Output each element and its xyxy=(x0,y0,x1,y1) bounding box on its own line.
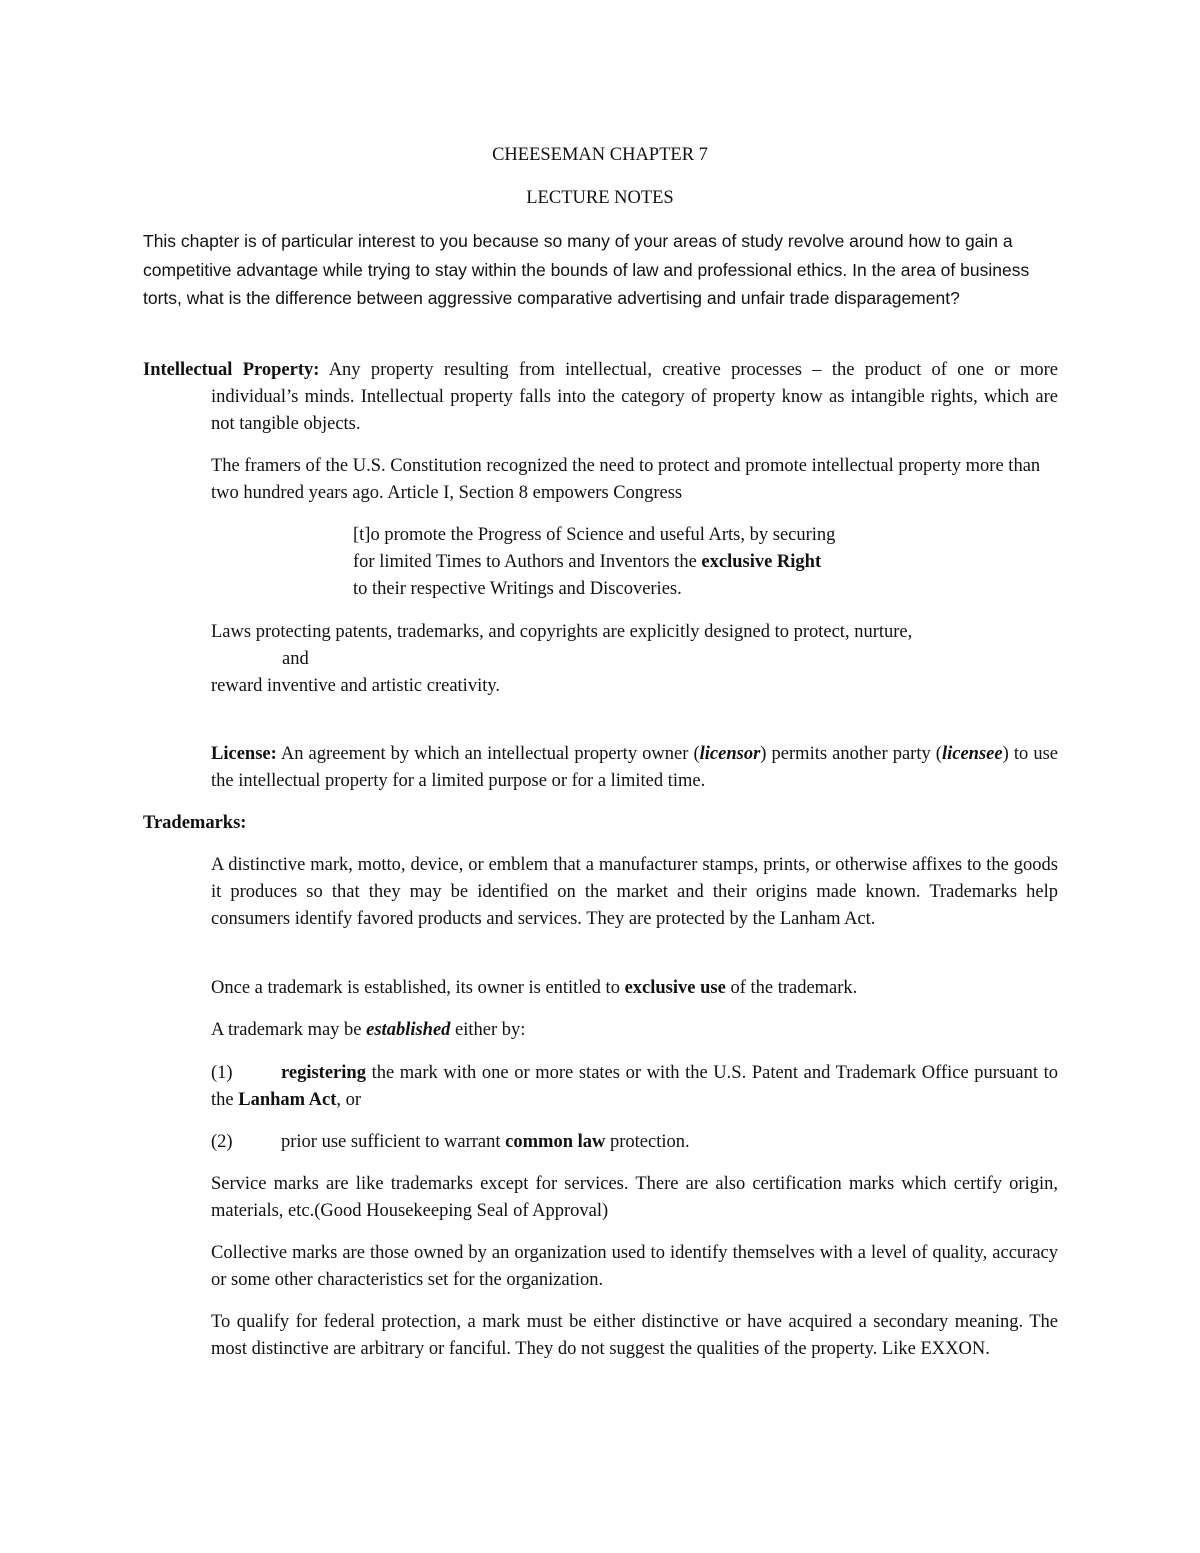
intro-paragraph: This chapter is of particular interest to you because so many of your areas of study revolve around how to gain a competitive advantage while trying to stay within the bounds of law and professional ethics. In the area of business torts, what is the difference between aggressive comparative advertising and unfair trade disparagement? xyxy=(143,231,1030,308)
licensee-term: licensee xyxy=(941,744,1003,764)
license-text-3: ) to use the intellectual property for a limited purpose or for a limited time. xyxy=(211,744,1058,791)
quote-line-2 xyxy=(353,549,1053,576)
laws-line-2: reward inventive and artistic creativity. xyxy=(211,676,501,696)
trademarks-heading xyxy=(143,810,246,837)
trademarks-heading-text: Trademarks: xyxy=(143,813,247,833)
license-definition xyxy=(211,741,1058,795)
service-marks-paragraph: Service marks are like trademarks except for services. There are also certification marks which certify origin, materials, etc.(Good Housekeeping Seal of Approval) xyxy=(211,1174,1058,1221)
document-subtitle: LECTURE NOTES xyxy=(526,188,674,208)
ip-definition-text: Any property resulting from intellectual, creative processes – the product of one or more individual’s minds. Intellectual property falls into the category of property know as intangible rights, which are not tangible objects. xyxy=(211,360,1058,434)
laws-paragraph xyxy=(211,619,1058,700)
list-item-2-number: (2) xyxy=(211,1132,233,1152)
lanham-act-term: Lanham Act xyxy=(238,1090,337,1110)
trademark-definition: A distinctive mark, motto, device, or emblem that a manufacturer stamps, prints, or otherwise affixes to the goods it produces so that they may be identified on the market and their origins made known. Trademarks help consumers identify favored products and services. They are protected by the Lanham Act. xyxy=(211,855,1058,929)
list-item-1-number: (1) xyxy=(211,1063,233,1083)
exclusive-use-paragraph xyxy=(211,975,1058,1002)
federal-protection-paragraph: To qualify for federal protection, a mark must be either distinctive or have acquired a secondary meaning. The most distinctive are arbitrary or fanciful. They do not suggest the qualities of the property. Like EXXON. xyxy=(211,1312,1058,1359)
laws-line-1: Laws protecting patents, trademarks, and copyrights are explicitly designed to protect, nurture, xyxy=(211,622,913,642)
list-item-2 xyxy=(211,1129,1058,1156)
ip-definition xyxy=(143,357,1058,438)
ip-term: Intellectual Property: xyxy=(143,360,320,380)
document-title: CHEESEMAN CHAPTER 7 xyxy=(492,145,708,165)
registering-term: registering xyxy=(281,1063,366,1083)
list-item-2-post: protection. xyxy=(605,1132,690,1152)
licensor-term: licensor xyxy=(699,744,761,764)
list-item-1-text: the mark with one or more states or with the U.S. Patent and Trademark Office pursuant to the xyxy=(211,1063,1058,1110)
quote-line-2-text: for limited Times to Authors and Inventors the xyxy=(353,552,702,572)
established-paragraph xyxy=(211,1017,1058,1044)
list-item-1-end: , or xyxy=(336,1090,362,1110)
exclusive-use-term: exclusive use xyxy=(624,978,726,998)
quote-line-1: [t]o promote the Progress of Science and useful Arts, by securing xyxy=(353,525,836,545)
common-law-term: common law xyxy=(505,1132,606,1152)
license-text-1: An agreement by which an intellectual property owner ( xyxy=(276,744,700,764)
list-item-2-pre: prior use sufficient to warrant xyxy=(281,1132,506,1152)
list-item-1 xyxy=(211,1060,1058,1114)
quote-line-3: to their respective Writings and Discoveries. xyxy=(353,579,682,599)
laws-and: and xyxy=(282,649,309,669)
established-pre: A trademark may be xyxy=(211,1020,367,1040)
license-text-2: ) permits another party ( xyxy=(760,744,942,764)
collective-marks-paragraph: Collective marks are those owned by an organization used to identify themselves with a level of quality, accuracy or some other characteristics set for the organization. xyxy=(211,1243,1058,1290)
established-post: either by: xyxy=(450,1020,526,1040)
exclusive-right: exclusive Right xyxy=(701,552,822,572)
framers-paragraph: The framers of the U.S. Constitution recognized the need to protect and promote intellectual property more than two hundred years ago. Article I, Section 8 empowers Congress xyxy=(211,456,1041,503)
established-term: established xyxy=(366,1020,451,1040)
exclusive-use-pre: Once a trademark is established, its owner is entitled to xyxy=(211,978,625,998)
constitution-quote xyxy=(353,522,1053,603)
license-term: License: xyxy=(211,744,277,764)
exclusive-use-post: of the trademark. xyxy=(725,978,858,998)
